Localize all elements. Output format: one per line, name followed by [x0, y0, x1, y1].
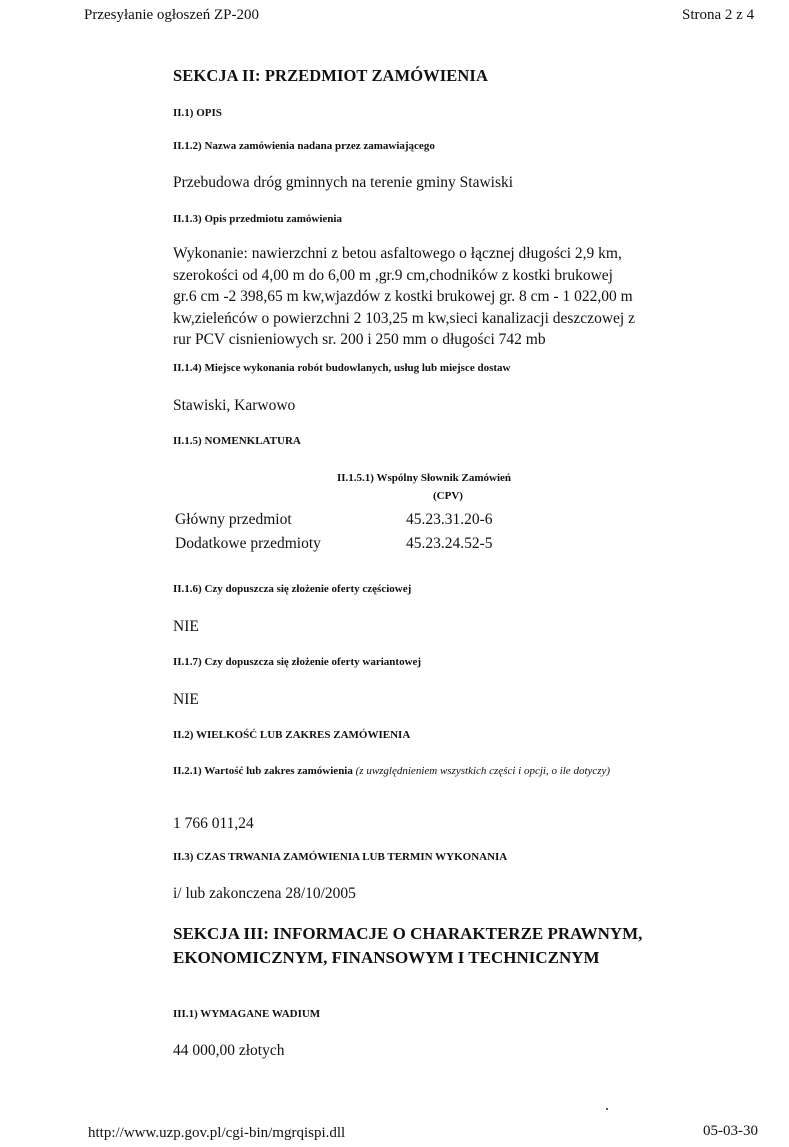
oferta-czesciowa-label: II.1.6) Czy dopuszcza się złożenie oferty częściowej [173, 583, 412, 595]
page-header-left: Przesyłanie ogłoszeń ZP-200 [84, 7, 259, 23]
oferta-czesciowa-value: NIE [173, 618, 199, 635]
opis-przedmiotu-text [173, 243, 693, 351]
footer-date: 05-03-30 [703, 1123, 758, 1139]
footer-url[interactable]: http://www.uzp.gov.pl/cgi-bin/mgrqispi.dll [88, 1125, 346, 1141]
oferta-wariantowa-value: NIE [173, 691, 199, 708]
miejsce-value: Stawiski, Karwowo [173, 397, 296, 414]
wadium-value: 44 000,00 złotych [173, 1042, 285, 1059]
cpv-row-label: Główny przedmiot [175, 511, 292, 528]
nazwa-label: II.1.2) Nazwa zamówienia nadana przez zamawiającego [173, 140, 435, 152]
opis-line: Wykonanie: nawierzchni z betou asfaltowego o łącznej długości 2,9 km, [173, 245, 622, 262]
opis-line: kw,zieleńców o powierzchni 2 103,25 m kw,sieci kanalizacji deszczowej z [173, 309, 635, 327]
wadium-label: III.1) WYMAGANE WADIUM [173, 1008, 321, 1020]
czas-label: II.3) CZAS TRWANIA ZAMÓWIENIA LUB TERMIN WYKONANIA [173, 851, 508, 863]
wartosc-label-block [173, 763, 673, 779]
section3-title: SEKCJA III: INFORMACJE O CHARAKTERZE PRAWNYM, EKONOMICZNYM, FINANSOWYM I TECHNICZNYM [173, 924, 643, 967]
opis-przedmiotu-label: II.1.3) Opis przedmiotu zamówienia [173, 213, 342, 225]
section2-title: SEKCJA II: PRZEDMIOT ZAMÓWIENIA [173, 66, 488, 85]
cpv-row-label: Dodatkowe przedmioty [175, 535, 321, 552]
cpv-row-code: 45.23.31.20-6 [406, 511, 493, 528]
opis-label: II.1) OPIS [173, 107, 222, 119]
oferta-wariantowa-label: II.1.7) Czy dopuszcza się złożenie oferty wariantowej [173, 656, 422, 668]
cpv-header-line2: (CPV) [433, 490, 463, 502]
opis-line: rur PCV cisnieniowych sr. 200 i 250 mm o długości 742 mb [173, 331, 546, 348]
page-header-right: Strona 2 z 4 [682, 7, 755, 23]
wartosc-value: 1 766 011,24 [173, 815, 254, 832]
wielkosc-label: II.2) WIELKOŚĆ LUB ZAKRES ZAMÓWIENIA [173, 729, 411, 741]
miejsce-label: II.1.4) Miejsce wykonania robót budowlanych, usług lub miejsce dostaw [173, 362, 511, 374]
wartosc-note: (z uwzględnieniem wszystkich części i opcji, o ile dotyczy) [355, 765, 611, 777]
opis-line: gr.6 cm -2 398,65 m kw,wjazdów z kostki brukowej gr. 8 cm - 1 022,00 m [173, 288, 633, 305]
nazwa-value: Przebudowa dróg gminnych na terenie gminy Stawiski [173, 174, 514, 191]
cpv-header-line1: II.1.5.1) Wspólny Słownik Zamówień [337, 472, 512, 484]
scan-speck [606, 1108, 608, 1110]
cpv-row-code: 45.23.24.52-5 [406, 535, 493, 552]
wartosc-label: II.2.1) Wartość lub zakres zamówienia [173, 765, 353, 777]
czas-value: i/ lub zakonczena 28/10/2005 [173, 885, 356, 902]
nomenklatura-label: II.1.5) NOMENKLATURA [173, 435, 301, 447]
opis-line: szerokości od 4,00 m do 6,00 m ,gr.9 cm,chodników z kostki brukowej [173, 266, 613, 284]
